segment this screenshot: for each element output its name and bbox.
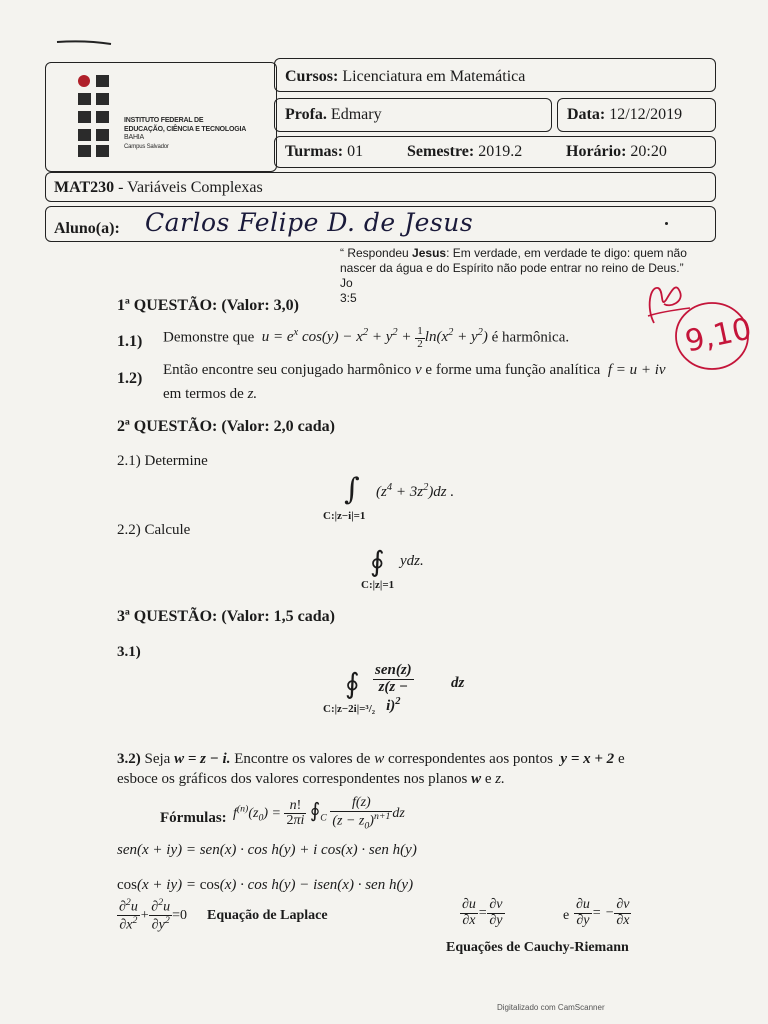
logo-line4: Campus Salvador [124,143,169,150]
q3-integral1-dz: dz [451,675,465,691]
q1-item1-line [163,326,569,350]
data-row [567,106,682,124]
cos-formula: cos(x + iy) = cos(x) · cos h(y) − isen(x) · sen h(y) [117,877,414,893]
q1-item2-z: z. [247,386,258,402]
quote-line1-post: : Em verdade, em verdade te digo: quem não [446,246,687,260]
cauchy-formula: $f^{(n)}(z_0)$ = $\frac{n!}{2\pi i}$ $∮_C$ $\frac{f(z)}{(z - z_0)^{n+1}}$ dz [233,795,405,832]
q3-item2-plane-w: w [471,771,482,787]
aluno-label: Aluno(a): [54,220,120,237]
data-value: 12/12/2019 [609,106,683,123]
pen-stroke [55,38,115,48]
q2-integral1-contour: C:|z−i|=1 [323,510,366,522]
q2-integral2-integrand: ydz. [400,553,424,569]
quote-line3: 3:5 [340,291,357,305]
contour-integral-icon: ∮ [345,667,360,700]
contour-integral-icon: ∮ [370,545,385,578]
q3-item2-text2: correspondentes aos pontos [387,751,553,767]
q1-item2-mid: e forme uma função analítica [425,362,601,378]
laplace-label: Equação de Laplace [207,908,328,923]
q3-item2-line2-text: esboce os gráficos dos valores correspondentes nos planos [117,771,468,787]
q3-item2-plane-z: z. [495,771,505,787]
prof-label: Profa. [285,106,327,123]
q3-item2-number: 3.2) [117,751,141,767]
logo-line3: BAHIA [124,134,145,141]
q1-item1-end: é harmônica. [491,329,570,346]
q3-item2-seja: Seja [144,751,171,767]
q1-item2-v: v [415,362,422,378]
q2-item1-text: 2.1) Determine [117,453,208,469]
quote-line1-pre: “ Respondeu [340,246,413,260]
q3-item2-end: e [617,751,625,767]
q1-item2-number: 1.2) [117,370,143,387]
bible-quote [340,246,690,306]
q3-item2-points: y = x + 2 [556,751,618,767]
q1-item2-line2-text: em termos de [163,386,244,402]
horario-row [566,143,667,161]
q1-item2-line [163,362,666,379]
turmas-value: 01 [347,143,364,160]
cursos-value: Licenciatura em Matemática [342,68,526,85]
formulas-label: Fórmulas: [160,810,227,826]
cursos-label: Cursos: [285,68,339,85]
q3-item1-number: 3.1) [117,644,141,660]
q2-integral1-integrand: $(z^4 + 3z^2)dz$ . [376,482,455,500]
semestre-row [407,143,522,161]
laplace-formula: $\frac{\partial^2u}{\partial x^2}$ + $\frac{\partial^2u}{\partial y^2}$ =0 [119,897,188,933]
prof-row [285,106,382,124]
cr-formula1: $\frac{\partial u}{\partial x}$ = $\frac{\partial v}{\partial y}$ [462,897,503,928]
q1-item2-f: f = u + iv [604,362,666,378]
horario-label: Horário: [566,143,627,160]
q3-item2-line1 [117,751,625,768]
q1-item1-formula: $u = e^x$ $\cos(y) - x^2 + y^2$ + $\frac{1}{2}$ $\ln(x^2 + y^2)$ [257,325,492,350]
q3-item2-line2 [117,771,505,788]
q2-integral2-contour: C:|z|=1 [361,579,395,591]
data-label: Data: [567,106,606,123]
logo-text [124,117,246,151]
scanner-footer: Digitalizado com CamScanner [497,1003,605,1012]
logo-line1: INSTITUTO FEDERAL DE [124,117,204,124]
disciplina-code: MAT230 [54,179,115,196]
q1-item1-number: 1.1) [117,333,143,350]
prof-value: Edmary [330,106,382,123]
q3-item2-text: Encontre os valores de [234,751,371,767]
disciplina-name: - Variáveis Complexas [118,179,263,196]
cr-e: e [563,908,570,923]
q3-item2-w2: w [374,751,385,767]
grade-value: 9,10 [682,311,755,360]
q1-item1-text: Demonstre que [163,329,255,346]
cauchy-riemann-label: Equações de Cauchy-Riemann [446,940,629,955]
semestre-label: Semestre: [407,143,475,160]
q3-integral1-frac: $\frac{\text{sen(z)}}{z(z - i)^2}$ [375,662,412,714]
q1-item2-line2 [163,386,257,403]
turmas-label: Turmas: [285,143,344,160]
sen-formula: sen(x + iy) = sen(x) · cos h(y) + i cos(x) · sen h(y) [117,842,417,858]
horario-value: 20:20 [630,143,667,160]
dot-mark [665,222,668,225]
quote-line1 [340,246,690,261]
semestre-value: 2019.2 [478,143,523,160]
cursos-row [285,68,525,86]
quote-line2: nascer da água e do Espírito não pode entrar no reino de Deus.” Jo [340,261,684,290]
q3-item2-line2-end: e [484,771,492,787]
cr-formula2: $\frac{\partial u}{\partial y}$ = − $\frac{\partial v}{\partial x}$ [576,897,630,928]
q2-item2-text: 2.2) Calcule [117,522,191,538]
turmas-row [285,143,363,161]
q2-title: 2ª QUESTÃO: (Valor: 2,0 cada) [117,418,335,435]
q3-integral1-contour: C:|z−2i|=³/₂ [323,703,376,715]
q3-title: 3ª QUESTÃO: (Valor: 1,5 cada) [117,608,335,625]
disciplina-row [54,179,263,197]
aluno-signature: Carlos Felipe D. de Jesus [145,208,474,237]
q1-title: 1ª QUESTÃO: (Valor: 3,0) [117,297,299,314]
q1-item2-text: Então encontre seu conjugado harmônico [163,362,412,378]
q3-item2-w: w = z − i. [174,751,231,767]
integral-sign-icon: ∫ [344,472,360,507]
if-logo-icon [76,74,126,158]
logo-line2: EDUCAÇÃO, CIÊNCIA E TECNOLOGIA [124,125,247,133]
quote-line1-bold: Jesus [412,246,447,260]
